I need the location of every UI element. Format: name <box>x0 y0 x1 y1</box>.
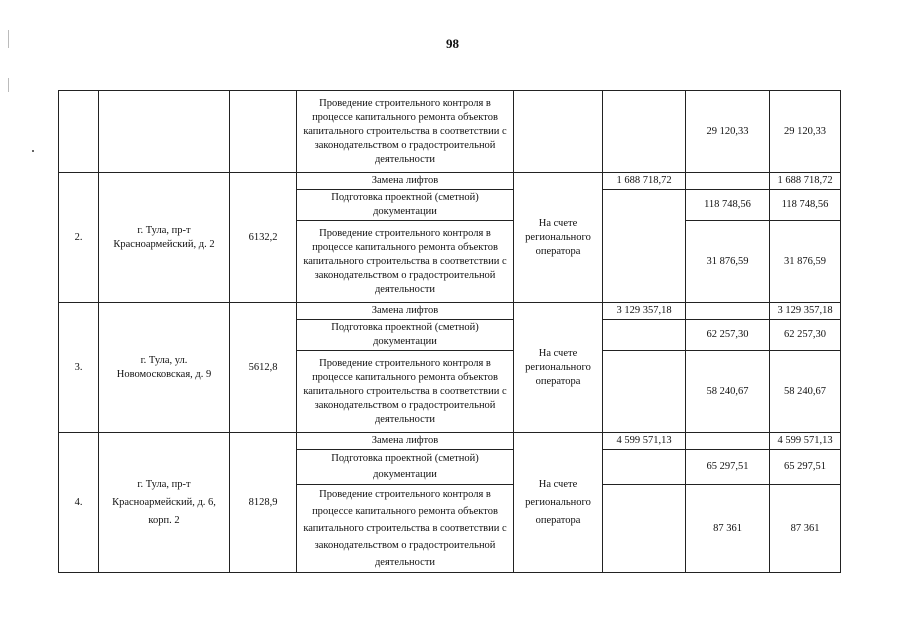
address-cell: г. Тула, пр-т Красноармейский, д. 2 <box>99 173 230 303</box>
address-cell: г. Тула, пр-т Красноармейский, д. 6, корп. 2 <box>99 433 230 573</box>
total-cell: 118 748,56 <box>770 190 841 221</box>
account-cell: На счете регионального оператора <box>514 303 603 433</box>
total-cell: 3 129 357,18 <box>770 303 841 320</box>
total-cell: 4 599 571,13 <box>770 433 841 450</box>
amount-cell <box>603 485 686 573</box>
total-cell: 1 688 718,72 <box>770 173 841 190</box>
amount-cell: 31 876,59 <box>686 221 770 303</box>
total-cell: 31 876,59 <box>770 221 841 303</box>
table-row <box>59 433 841 450</box>
address-cell <box>99 91 230 173</box>
amount-cell <box>603 351 686 433</box>
amount-cell: 65 297,51 <box>686 450 770 485</box>
amount-cell <box>603 450 686 485</box>
total-cell: 29 120,33 <box>770 91 841 173</box>
account-cell: На счете регионального оператора <box>514 173 603 303</box>
amount-cell <box>603 190 686 303</box>
page-number: 98 <box>446 36 459 51</box>
amount-cell <box>603 91 686 173</box>
table-row <box>59 91 841 173</box>
table-row <box>59 303 841 320</box>
scan-dot <box>32 150 34 152</box>
amount-cell: 1 688 718,72 <box>603 173 686 190</box>
work-type-cell: Проведение строительного контроля в процессе капитального ремонта объектов капитального строительства в соответствии с законодательством о градостроительной деятельности <box>297 351 514 433</box>
work-type-cell: Замена лифтов <box>297 173 514 190</box>
work-type-cell: Замена лифтов <box>297 433 514 450</box>
amount-cell <box>686 173 770 190</box>
amount-cell: 118 748,56 <box>686 190 770 221</box>
work-type-cell: Замена лифтов <box>297 303 514 320</box>
index-cell <box>59 91 99 173</box>
area-cell: 5612,8 <box>230 303 297 433</box>
account-cell: На счете регионального оператора <box>514 433 603 573</box>
work-type-cell: Подготовка проектной (сметной) документации <box>297 320 514 351</box>
amount-cell <box>686 303 770 320</box>
amount-cell <box>686 433 770 450</box>
amount-cell: 4 599 571,13 <box>603 433 686 450</box>
work-type-cell: Проведение строительного контроля в процессе капитального ремонта объектов капитального строительства в соответствии с законодательством о градостроительной деятельности <box>297 91 514 173</box>
index-cell: 2. <box>59 173 99 303</box>
total-cell: 58 240,67 <box>770 351 841 433</box>
amount-cell: 87 361 <box>686 485 770 573</box>
total-cell: 65 297,51 <box>770 450 841 485</box>
amount-cell: 29 120,33 <box>686 91 770 173</box>
repair-works-table <box>58 90 841 573</box>
address-cell: г. Тула, ул. Новомосковская, д. 9 <box>99 303 230 433</box>
total-cell: 62 257,30 <box>770 320 841 351</box>
work-type-cell: Подготовка проектной (сметной) документации <box>297 450 514 485</box>
amount-cell: 58 240,67 <box>686 351 770 433</box>
index-cell: 3. <box>59 303 99 433</box>
work-type-cell: Проведение строительного контроля в процессе капитального ремонта объектов капитального строительства в соответствии с законодательством о градостроительной деятельности <box>297 221 514 303</box>
index-cell: 4. <box>59 433 99 573</box>
work-type-cell: Подготовка проектной (сметной) документации <box>297 190 514 221</box>
scan-edge-mark <box>8 78 9 92</box>
area-cell: 8128,9 <box>230 433 297 573</box>
table-row <box>59 173 841 190</box>
amount-cell: 62 257,30 <box>686 320 770 351</box>
amount-cell <box>603 320 686 351</box>
total-cell: 87 361 <box>770 485 841 573</box>
account-cell <box>514 91 603 173</box>
work-type-cell: Проведение строительного контроля в процессе капитального ремонта объектов капитального строительства в соответствии с законодательством о градостроительной деятельности <box>297 485 514 573</box>
area-cell <box>230 91 297 173</box>
amount-cell: 3 129 357,18 <box>603 303 686 320</box>
area-cell: 6132,2 <box>230 173 297 303</box>
